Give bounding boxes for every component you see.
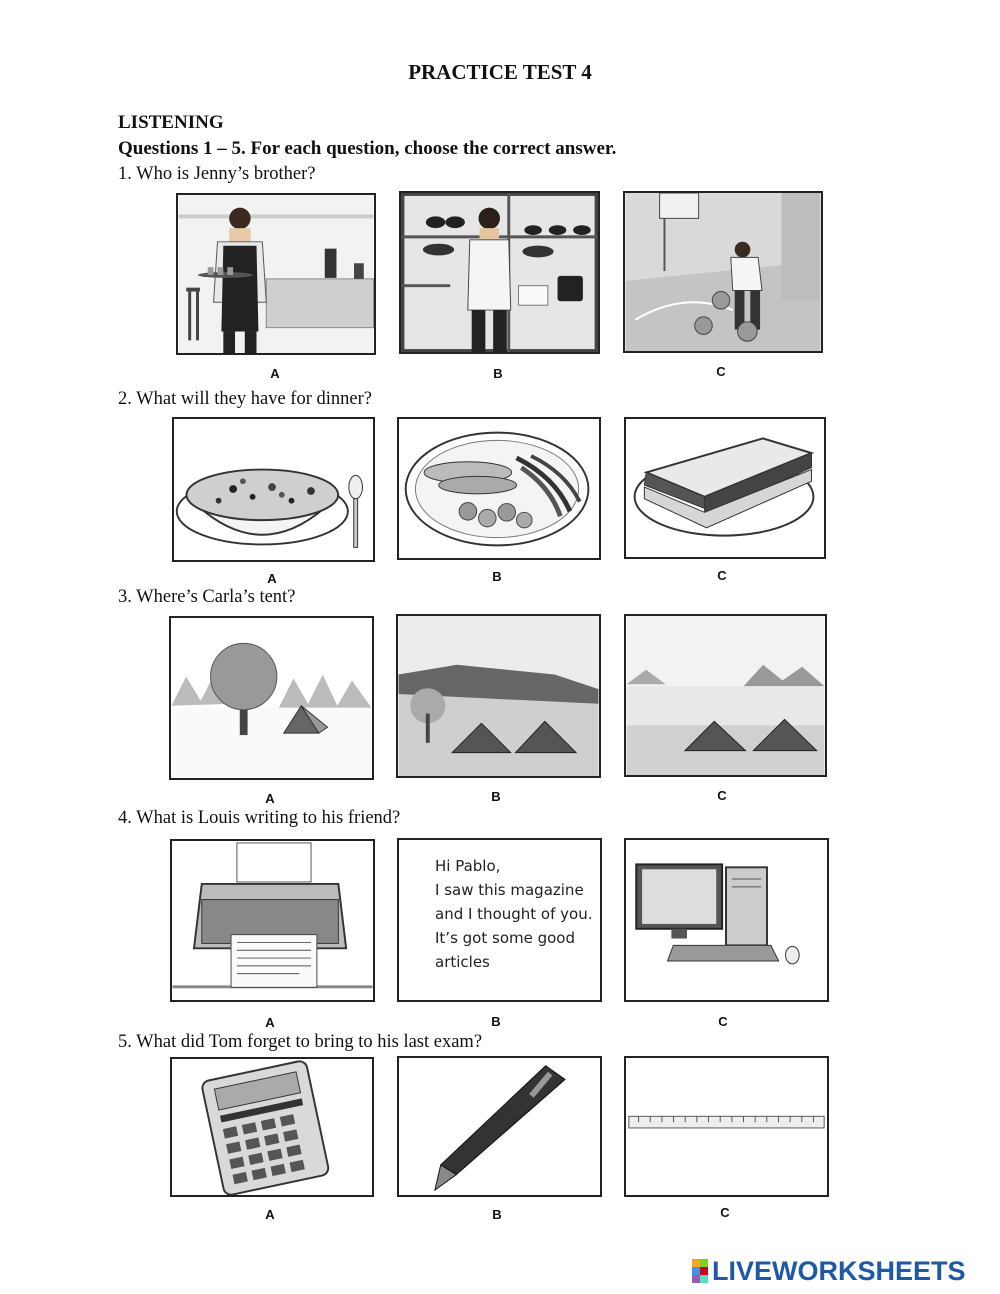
q3-option-c-image[interactable]: [624, 614, 827, 777]
liveworksheets-logo[interactable]: [692, 1254, 966, 1288]
printer-illustration: [172, 841, 373, 1000]
tents-hills-illustration: [398, 616, 599, 776]
q5-option-a-image[interactable]: [170, 1057, 374, 1197]
q3-option-c-label: C: [717, 788, 727, 803]
q3-option-b-label: B: [491, 789, 501, 804]
waiter-illustration: [178, 195, 374, 353]
q1-option-a-label: A: [270, 366, 280, 381]
q2-option-a-label: A: [267, 571, 277, 586]
question-5: 5. What did Tom forget to bring to his last exam?: [118, 1032, 483, 1052]
basketball-player-illustration: [625, 193, 821, 351]
q5-option-a-label: A: [265, 1207, 275, 1222]
q5-option-b-image[interactable]: [397, 1056, 602, 1197]
question-1: 1. Who is Jenny’s brother?: [118, 164, 316, 184]
q4-option-c-label: C: [718, 1014, 728, 1029]
q5-option-c-image[interactable]: [624, 1056, 829, 1197]
q5-option-c-label: C: [720, 1205, 730, 1220]
q1-option-c-image[interactable]: [623, 191, 823, 353]
q2-option-a-image[interactable]: [172, 417, 375, 562]
page-title: PRACTICE TEST 4: [408, 60, 592, 84]
q3-option-b-image[interactable]: [396, 614, 601, 778]
computer-illustration: [626, 840, 827, 1000]
q5-option-b-label: B: [492, 1207, 502, 1222]
calculator-illustration: [172, 1059, 372, 1195]
sandwich-illustration: [626, 419, 824, 557]
question-2: 2. What will they have for dinner?: [118, 389, 372, 409]
question-3: 3. Where’s Carla’s tent?: [118, 587, 296, 607]
q4-option-a-label: A: [265, 1015, 275, 1030]
logo-mark-icon: [692, 1259, 708, 1283]
q4-option-b-image[interactable]: [397, 838, 602, 1002]
fish-plate-illustration: [399, 419, 599, 558]
tent-near-tree-illustration: [171, 618, 372, 778]
q3-option-a-image[interactable]: [169, 616, 374, 780]
ruler-illustration: [626, 1058, 827, 1195]
q2-option-c-label: C: [717, 568, 727, 583]
pen-illustration: [399, 1058, 600, 1195]
question-4: 4. What is Louis writing to his friend?: [118, 808, 401, 828]
q4-option-b-label: B: [491, 1014, 501, 1029]
q3-option-a-label: A: [265, 791, 275, 806]
q1-option-a-image[interactable]: [176, 193, 376, 355]
soup-bowl-illustration: [174, 419, 373, 560]
q4-option-a-image[interactable]: [170, 839, 375, 1002]
q1-option-b-image[interactable]: [399, 191, 600, 354]
q2-option-b-image[interactable]: [397, 417, 601, 560]
q1-option-c-label: C: [716, 364, 726, 379]
logo-text: LIVEWORKSHEETS: [712, 1255, 966, 1286]
q1-option-b-label: B: [493, 366, 503, 381]
instructions: Questions 1 – 5. For each question, choose the correct answer.: [118, 138, 617, 159]
q4-option-c-image[interactable]: [624, 838, 829, 1002]
section-heading: LISTENING: [118, 112, 224, 133]
handwritten-note: Hi Pablo, I saw this magazine and I thought of you. It’s got some good articles: [435, 857, 593, 971]
q2-option-b-label: B: [492, 569, 502, 584]
q2-option-c-image[interactable]: [624, 417, 826, 559]
tents-lake-illustration: [626, 616, 825, 775]
shoe-shop-man-illustration: [401, 193, 598, 352]
